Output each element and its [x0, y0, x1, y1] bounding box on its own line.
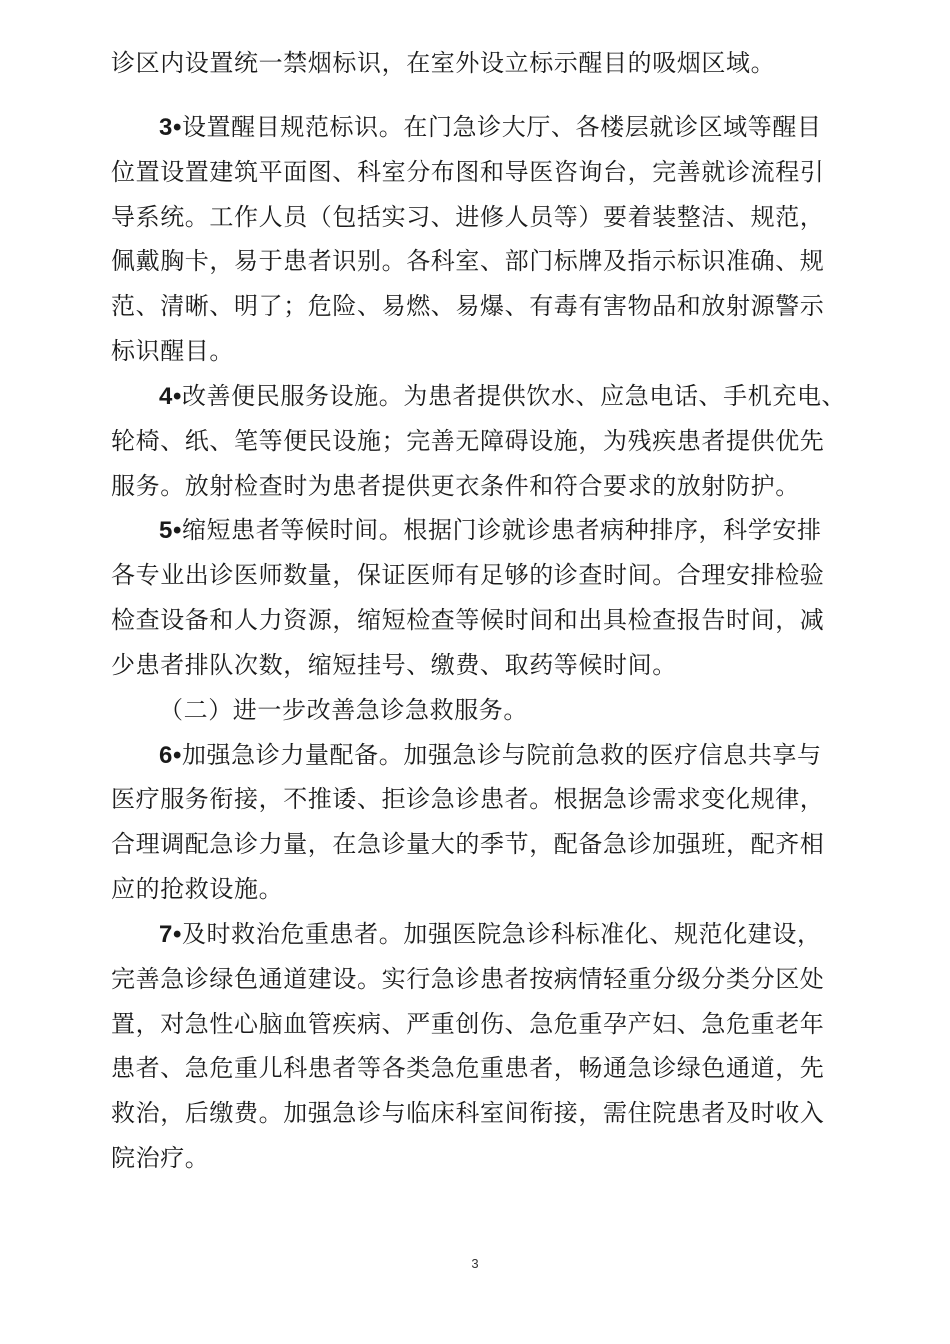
paragraph-line: 少患者排队次数，缩短挂号、缴费、取药等候时间。 — [111, 651, 677, 679]
paragraph-text: 设置醒目规范标识。在门急诊大厅、各楼层就诊区域等醒目 — [181, 113, 822, 141]
item-number: 3• — [159, 114, 182, 141]
paragraph-text: 改善便民服务设施。为患者提供饮水、应急电话、手机充电、 — [181, 382, 847, 410]
paragraph-line-item-4 — [159, 378, 846, 415]
item-number: 5• — [159, 517, 182, 544]
paragraph-line: 完善急诊绿色通道建设。实行急诊患者按病情轻重分级分类分区处 — [111, 965, 825, 993]
paragraph-line: 范、清晰、明了；危险、易燃、易爆、有毒有害物品和放射源警示 — [111, 292, 825, 320]
paragraph-line: 轮椅、纸、笔等便民设施；完善无障碍设施，为残疾患者提供优先 — [111, 427, 825, 455]
paragraph-line-item-7 — [159, 916, 822, 953]
paragraph-line: 各专业出诊医师数量，保证医师有足够的诊查时间。合理安排检验 — [111, 561, 825, 589]
paragraph-line: 标识醒目。 — [111, 337, 234, 365]
item-number: 6• — [159, 742, 182, 769]
paragraph-line-item-6 — [159, 737, 822, 774]
paragraph-line: 位置设置建筑平面图、科室分布图和导医咨询台，完善就诊流程引 — [111, 158, 825, 186]
paragraph-line-item-3 — [159, 109, 822, 146]
paragraph-line: 患者、急危重儿科患者等各类急危重患者，畅通急诊绿色通道，先 — [111, 1054, 825, 1082]
paragraph-line: 服务。放射检查时为患者提供更衣条件和符合要求的放射防护。 — [111, 472, 800, 500]
paragraph-line: 合理调配急诊力量，在急诊量大的季节，配备急诊加强班，配齐相 — [111, 830, 825, 858]
paragraph-line: 导系统。工作人员（包括实习、进修人员等）要着装整洁、规范， — [111, 203, 825, 231]
paragraph-text: 缩短患者等候时间。根据门诊就诊患者病种排序，科学安排 — [181, 516, 822, 544]
paragraph-line: 置，对急性心脑血管疾病、严重创伤、急危重孕产妇、急危重老年 — [111, 1010, 825, 1038]
paragraph-line: 应的抢救设施。 — [111, 875, 284, 903]
item-number: 4• — [159, 383, 182, 410]
page-number: 3 — [471, 1256, 479, 1271]
paragraph-line: 救治，后缴费。加强急诊与临床科室间衔接，需住院患者及时收入 — [111, 1099, 825, 1127]
paragraph-line-item-5 — [159, 512, 822, 549]
paragraph-line: 院治疗。 — [111, 1144, 210, 1172]
paragraph-line: 佩戴胸卡，易于患者识别。各科室、部门标牌及指示标识准确、规 — [111, 247, 825, 275]
paragraph-line: 诊区内设置统一禁烟标识，在室外设立标示醒目的吸烟区域。 — [111, 49, 776, 77]
item-number: 7• — [159, 921, 182, 948]
paragraph-line: 检查设备和人力资源，缩短检查等候时间和出具检查报告时间，减 — [111, 606, 825, 634]
paragraph-text: 加强急诊力量配备。加强急诊与院前急救的医疗信息共享与 — [181, 741, 822, 769]
paragraph-text: 及时救治危重患者。加强医院急诊科标准化、规范化建设， — [181, 920, 822, 948]
paragraph-line: 医疗服务衔接，不推诿、拒诊急诊患者。根据急诊需求变化规律， — [111, 785, 825, 813]
section-heading: （二）进一步改善急诊急救服务。 — [159, 696, 528, 724]
